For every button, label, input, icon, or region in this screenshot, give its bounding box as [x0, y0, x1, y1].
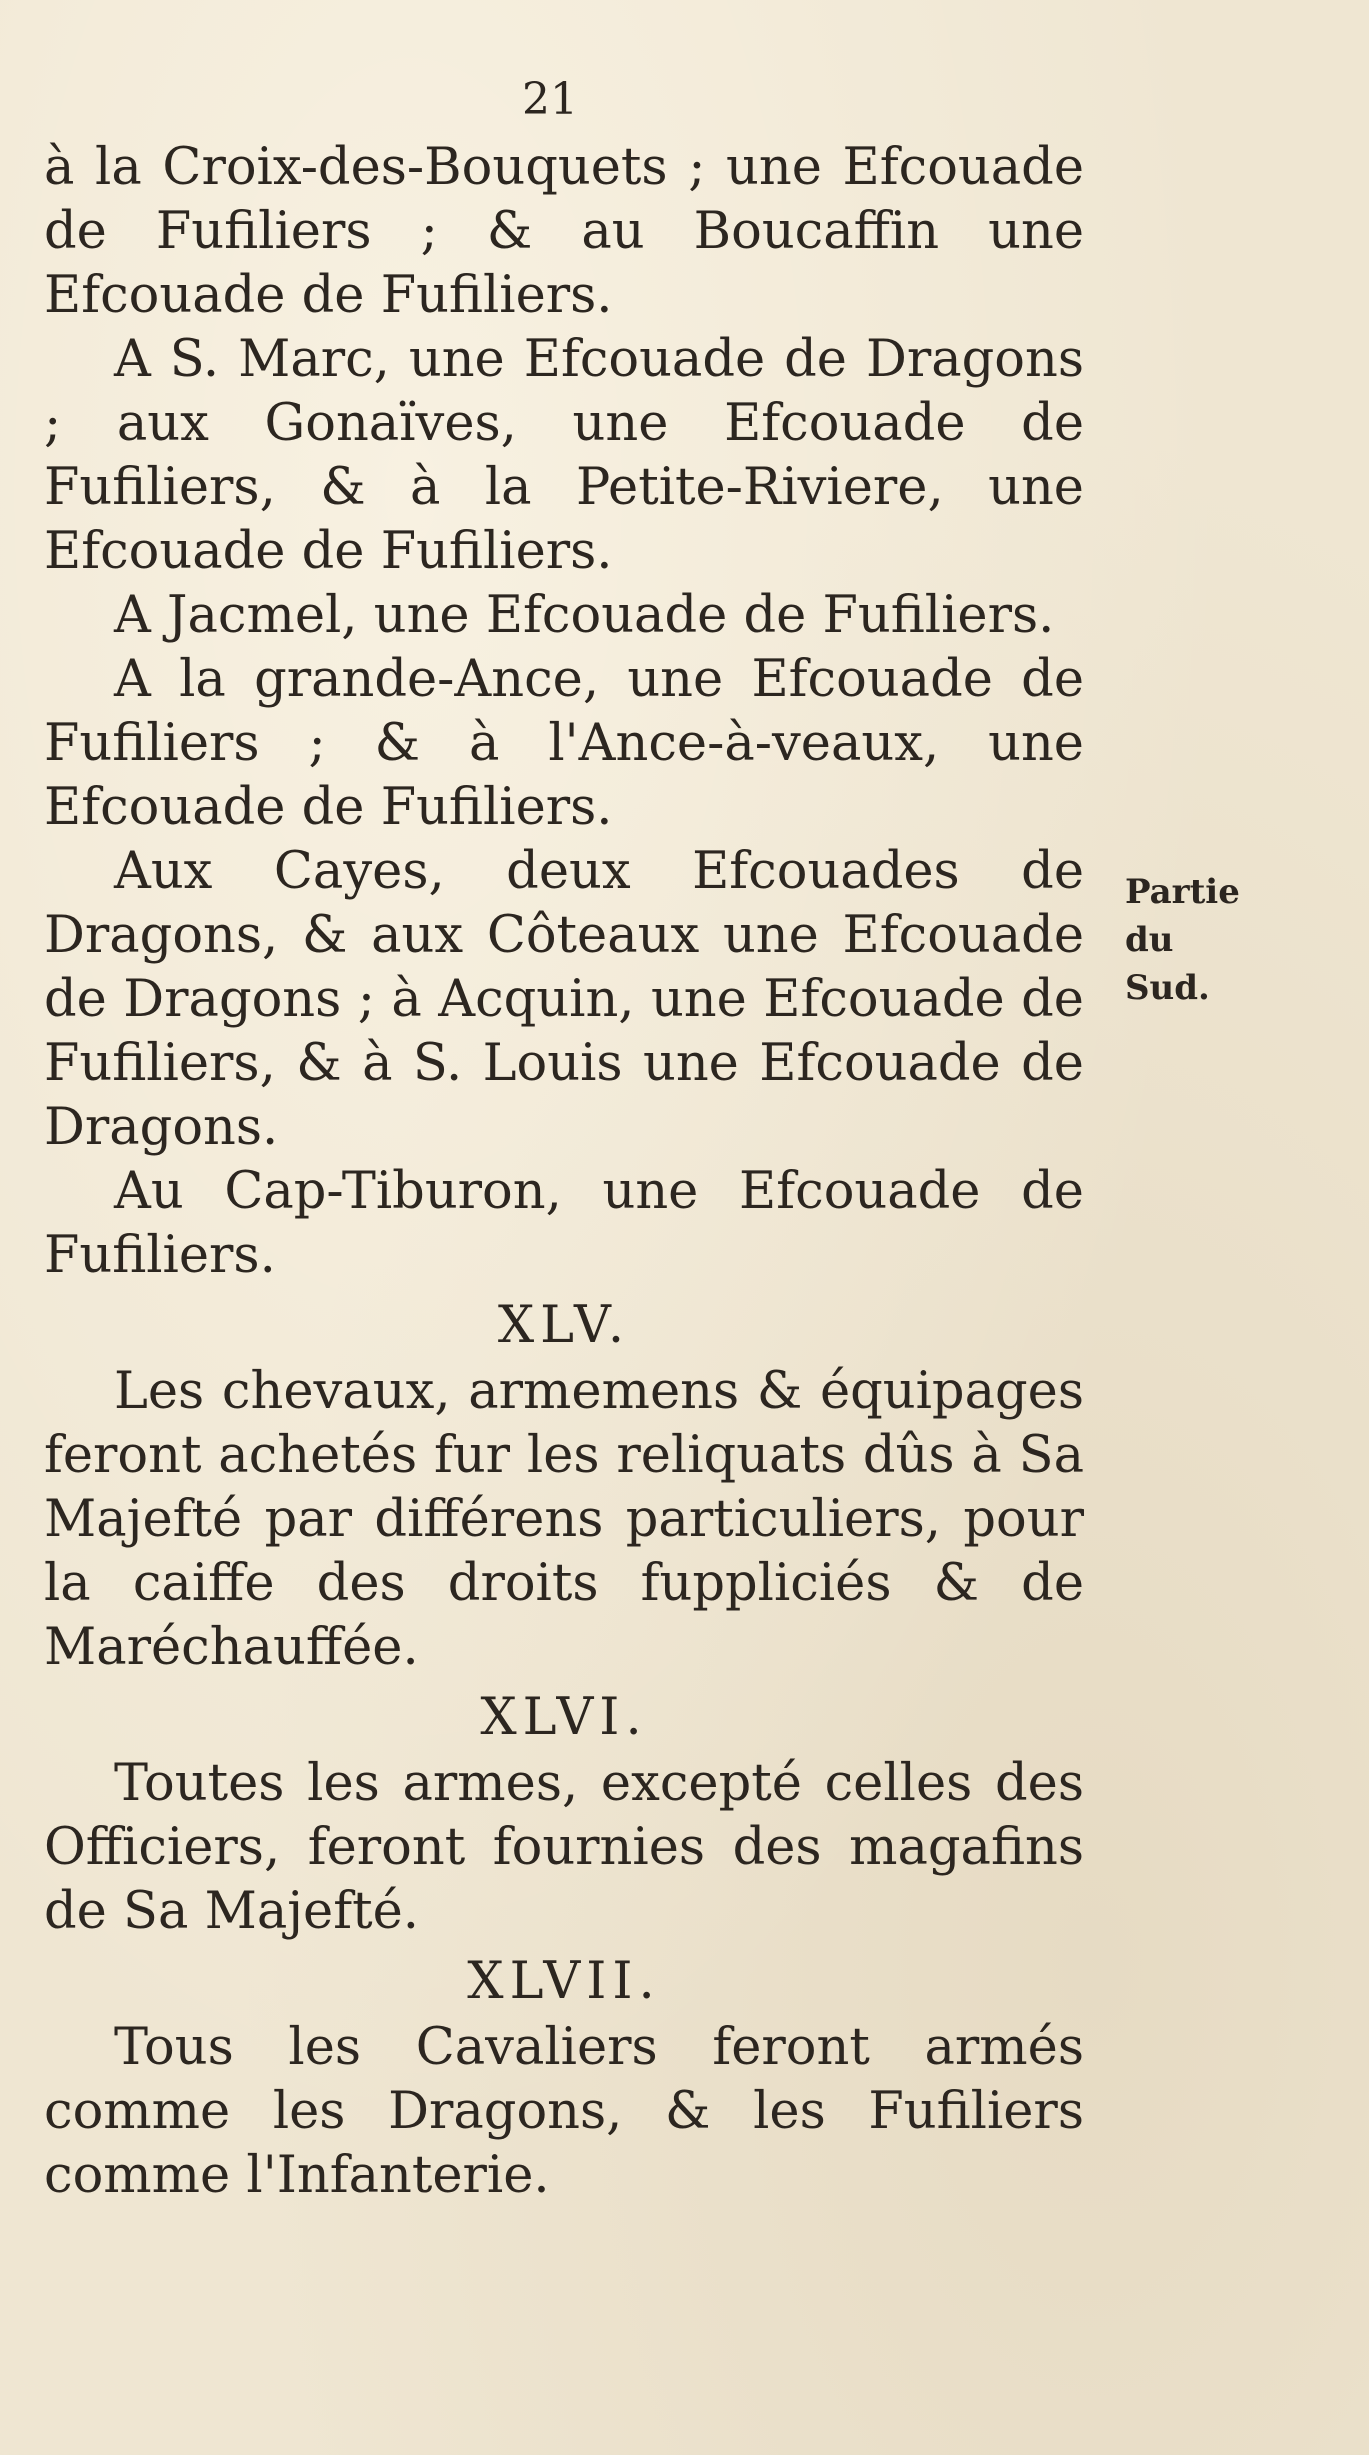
paragraph-croix-des-bouquets: à la Croix-des-Bouquets ; une Efcouade de Fufiliers ; & au Boucaffin une Efcouade de Fufiliers. [44, 138, 1084, 325]
margin-note-line-1: Partie du [1125, 872, 1240, 960]
paragraph-saint-marc: A S. Marc, une Efcouade de Dragons ; aux Gonaïves, une Efcouade de Fufiliers, & à la Petite-Riviere, une Efcouade de Fufiliers. [44, 330, 1084, 581]
paragraph-grande-ance: A la grande-Ance, une Efcouade de Fufiliers ; & à l'Ance-à-veaux, une Efcouade de Fufiliers. [44, 650, 1084, 837]
page-number: 21 [522, 74, 578, 125]
article-text-47: Tous les Cavaliers feront armés comme les Dragons, & les Fufiliers comme l'Infanterie. [44, 2018, 1084, 2205]
article-text-46: Toutes les armes, excepté celles des Officiers, feront fournies des magafins de Sa Majefté. [44, 1754, 1084, 1941]
article-heading-45: XLV. [497, 1296, 631, 1355]
paragraph-cayes: Aux Cayes, deux Efcouades de Dragons, & aux Côteaux une Efcouade de Dragons ; à Acquin, une Efcouade de Fufiliers, & à S. Louis une Efcouade de Dragons. [44, 842, 1084, 1157]
article-text-45: Les chevaux, armemens & équipages feront achetés fur les reliquats dûs à Sa Majefté par différens particuliers, pour la caiffe des droits fuppliciés & de Maréchauffée. [44, 1362, 1084, 1677]
margin-note [1125, 868, 1265, 1012]
paragraph-jacmel: A Jacmel, une Efcouade de Fufiliers. [114, 586, 1055, 645]
article-heading-47: XLVII. [467, 1952, 661, 2011]
paragraph-cap-tiburon: Au Cap-Tiburon, une Efcouade de Fufiliers. [44, 1162, 1084, 1285]
text-column [44, 136, 1084, 2208]
article-heading-46: XLVI. [480, 1688, 648, 1747]
margin-note-line-2: Sud. [1125, 968, 1210, 1008]
